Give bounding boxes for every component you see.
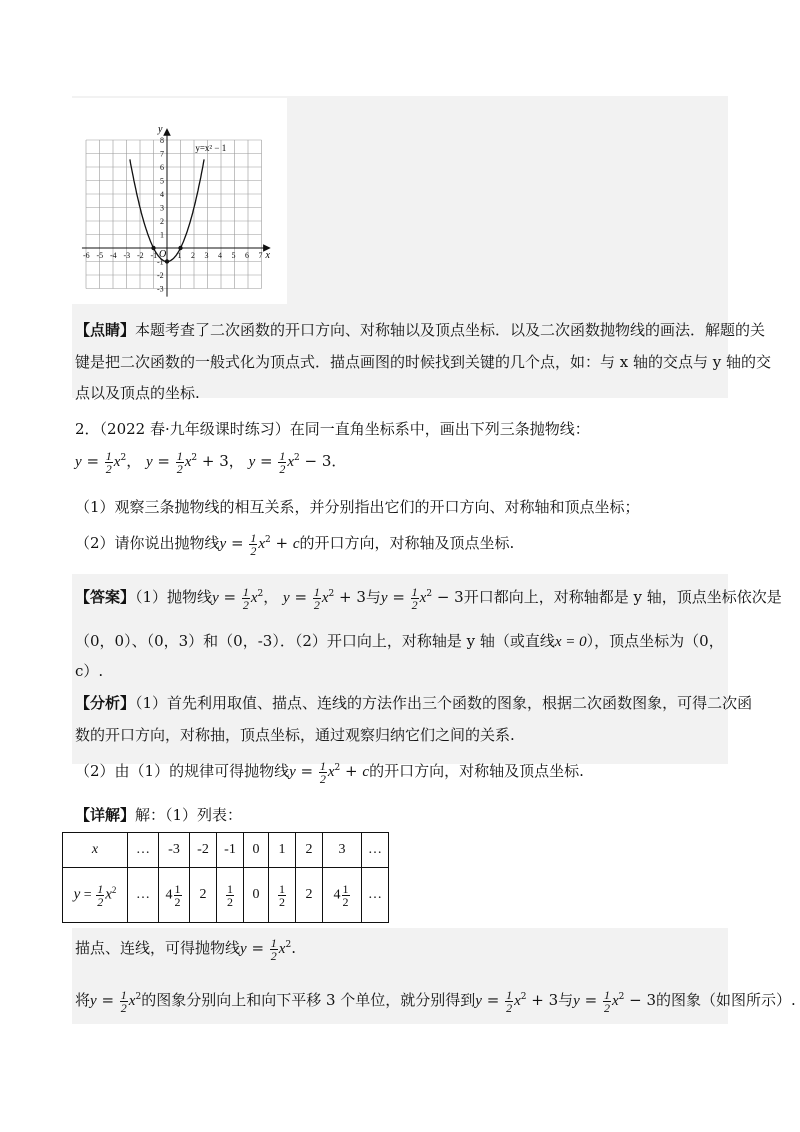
graph-svg [72,98,287,304]
y-tick-label: 4 [160,190,164,199]
q2-part1: （1）观察三条抛物线的相互关系，并分别指出它们的开口方向、对称轴和顶点坐标； [75,498,640,516]
key-point [165,259,169,263]
detail-after1: 描点、连线，可得抛物线y = $\frac{1}{2}$ $x^2$. [75,935,296,963]
detail-intro: 【详解】解：（1）列表： [75,806,243,824]
x-tick-label: 7 [258,251,263,260]
table-cell: 2 [296,868,323,923]
y-tick-label: 7 [160,149,164,159]
key-point [151,246,155,250]
q2-stem: 2．（2022 春·九年级课时练习）在同一直角坐标系中，画出下列三条抛物线： [75,420,590,438]
table-row [63,868,389,923]
x-tick-label: -3 [123,251,131,260]
table-cell: -3 [159,833,190,868]
y-tick-label: -3 [157,284,164,294]
dianjing-line2: 键是把二次函数的一般式化为顶点式．描点画图的时候找到关键的几个点，如：与 x 轴的交点与 y 轴的交 [75,353,772,371]
value-table [62,832,389,923]
analysis-line3: （2）由（1）的规律可得抛物线y = $\frac{1}{2}$ $x^2 + c$的开口方向，对称轴及顶点坐标. [75,758,584,786]
parabola-graph [72,98,287,304]
x-tick-label: 1 [177,251,182,260]
answer-line2: （0，0）、（0，3）和（0，-3）．（2）开口向上，对称轴是 y 轴（或直线x = 0），顶点坐标为（0， [75,632,724,650]
table-cell: $\frac{1}{2}$ [269,868,296,923]
y-tick-label: 2 [160,217,164,226]
table-cell: 0 [244,868,269,923]
answer-line3: c）. [75,662,104,680]
table-cell: -1 [217,833,244,868]
table-cell: x [63,833,128,868]
y-tick-label: 1 [160,230,164,240]
table-cell: 4 $\frac{1}{2}$ [159,868,190,923]
origin-label: O [159,249,167,260]
analysis-line2: 数的开口方向，对称抽，顶点坐标，通过观察归纳它们之间的关系. [75,726,515,744]
x-tick-label: 2 [191,251,195,260]
y-tick-label: 5 [160,176,164,186]
curve-label: y=x² − 1 [195,142,227,153]
x-axis-label: x [265,250,271,261]
y-arrow-icon [164,129,170,135]
q2-functions: y = $\frac{1}{2}$ $x^2$， y = $\frac{1}{2}$ $x^2 + 3$， y = $\frac{1}{2}$ $x^2 - 3$． [75,448,347,476]
dianjing-line3: 点以及顶点的坐标. [75,384,200,402]
x-tick-label: 5 [231,251,236,260]
q2-part2: （2）请你说出抛物线y = $\frac{1}{2}$ $x^2 + c$的开口方向，对称轴及顶点坐标. [75,530,515,558]
table-cell: … [362,868,389,923]
dianjing-line1: 【点睛】本题考查了二次函数的开口方向、对称轴以及顶点坐标．以及二次函数抛物线的画法．解题的关 [75,321,766,339]
table-cell: 3 [323,833,362,868]
dianjing-tag: 【点睛】 [75,321,136,339]
x-tick-label: -4 [110,251,117,260]
table-cell: -2 [190,833,217,868]
table-cell: 2 [190,868,217,923]
table-cell: … [362,833,389,868]
key-point [178,246,182,250]
x-tick-label: -2 [137,251,144,260]
y-tick-label: 8 [160,136,164,145]
y-tick-label: 6 [160,163,164,172]
table-cell: … [128,833,159,868]
y-tick-label: -1 [157,257,164,267]
table-cell: 2 [296,833,323,868]
x-tick-label: -6 [83,251,90,260]
y-tick-label: 3 [160,203,164,213]
x-tick-label: 3 [204,251,209,260]
table-row [63,833,389,868]
x-tick-label: -1 [150,251,158,260]
table-cell: $\frac{1}{2}$ [217,868,244,923]
x-tick-label: 6 [245,251,249,260]
table-cell: 4 $\frac{1}{2}$ [323,868,362,923]
table-cell: 0 [244,833,269,868]
x-tick-label: -5 [96,251,104,260]
y-axis-label: y [158,123,163,135]
y-tick-label: -2 [157,271,164,280]
table-cell: … [128,868,159,923]
answer-line1: 【答案】（1）抛物线y = $\frac{1}{2}$ $x^2$， y = $\frac{1}{2}$ $x^2 + 3$与y = $\frac{1}{2}$ $x^2 - 3$开口都向上，对称轴都是 y 轴，顶点坐标依次是 [75,584,782,612]
detail-after2: 将y = $\frac{1}{2}$ $x^2$的图象分别向上和向下平移 3 个单位，就分别得到y = $\frac{1}{2}$ $x^2 + 3$与y = $\frac{1}{2}$ $x^2 - 3$的图象（如图所示）. [75,987,796,1015]
table-cell: 1 [269,833,296,868]
x-tick-label: 4 [218,251,222,260]
analysis-line1: 【分析】（1）首先利用取值、描点、连线的方法作出三个函数的图象，根据二次函数图象，可得二次函 [75,694,753,712]
table-cell: y = $\frac{1}{2}$ $x^2$ [63,868,128,923]
